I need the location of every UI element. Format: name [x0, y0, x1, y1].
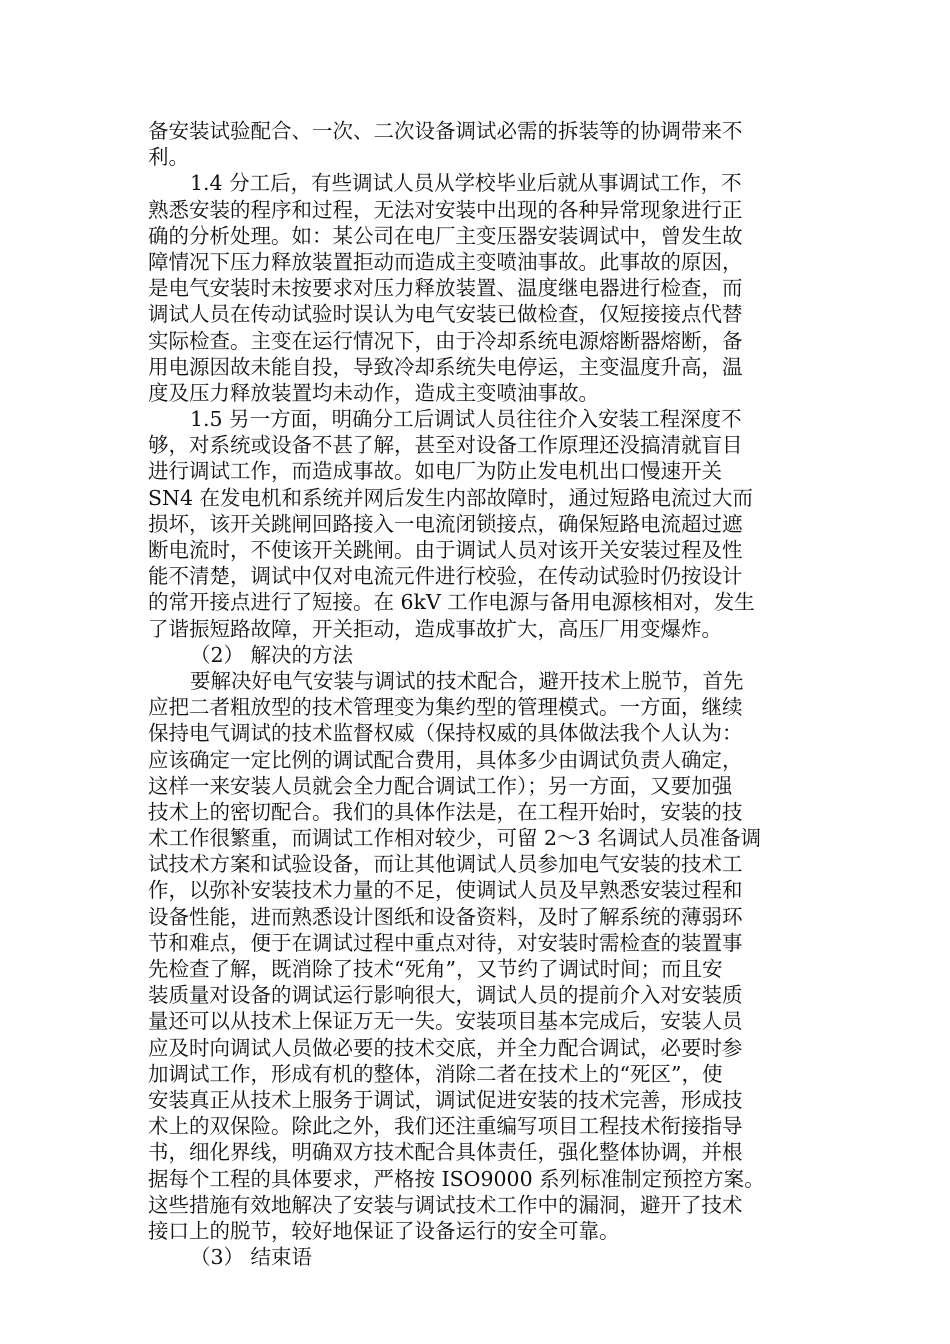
text-line: 先检查了解，既消除了技术“死角”，又节约了调试时间；而且安 [148, 957, 723, 981]
text-line: 安装真正从技术上服务于调试，调试促进安装的技术完善，形成技 [148, 1087, 743, 1112]
text-line: 是电气安装时未按要求对压力释放装置、温度继电器进行检查，而 [148, 276, 743, 301]
text-line: 试技术方案和试验设备，而让其他调试人员参加电气安装的技术工 [148, 852, 743, 877]
text-line: 损坏，该开关跳闸回路接入一电流闭锁接点，确保短路电流超过遮 [148, 511, 743, 536]
text-line: 技术上的密切配合。我们的具体作法是，在工程开始时，安装的技 [148, 799, 743, 824]
text-line: 据每个工程的具体要求，严格按 ISO9000 系列标准制定预控方案。 [148, 1166, 765, 1191]
text-line: 术上的双保险。除此之外，我们还注重编写项目工程技术衔接指导 [148, 1114, 743, 1139]
text-line: 保持电气调试的技术监督权威（保持权威的具体做法我个人认为： [148, 721, 743, 746]
text-line: 这些措施有效地解决了安装与调试技术工作中的漏洞，避开了技术 [148, 1192, 743, 1217]
text-line: 调试人员在传动试验时误认为电气安装已做检查，仅短接接点代替 [148, 302, 743, 327]
text-line: 装质量对设备的调试运行影响很大，调试人员的提前介入对安装质 [148, 983, 743, 1008]
text-line: 应把二者粗放型的技术管理变为集约型的管理模式。一方面，继续 [148, 695, 743, 720]
text-line: 度及压力释放装置均未动作，造成主变喷油事故。 [148, 380, 599, 405]
text-line: 设备性能，进而熟悉设计图纸和设备资料，及时了解系统的薄弱环 [148, 904, 743, 929]
text-line: 备安装试验配合、一次、二次设备调试必需的拆装等的协调带来不 [148, 119, 743, 143]
text-line: 实际检查。主变在运行情况下，由于冷却系统电源熔断器熔断，备 [148, 328, 743, 353]
text-line: 能不清楚，调试中仅对电流元件进行校验，在传动试验时仍按设计 [148, 564, 743, 589]
text-line: 熟悉安装的程序和过程，无法对安装中出现的各种异常现象进行正 [148, 197, 743, 222]
text-line: 接口上的脱节，较好地保证了设备运行的安全可靠。 [148, 1218, 620, 1243]
text-line: 量还可以从技术上保证万无一失。安装项目基本完成后，安装人员 [148, 1009, 743, 1034]
text-line: 1.4 分工后，有些调试人员从学校毕业后就从事调试工作，不 [190, 171, 742, 196]
text-line: 术工作很繁重，而调试工作相对较少，可留 2～3 名调试人员准备调 [148, 826, 762, 851]
text-line: 了谐振短路故障，开关拒动，造成事故扩大，高压厂用变爆炸。 [148, 616, 722, 641]
text-line: 利。 [148, 145, 189, 170]
text-line: 作，以弥补安装技术力量的不足，使调试人员及早熟悉安装过程和 [148, 878, 743, 903]
text-line: 够，对系统或设备不甚了解，甚至对设备工作原理还没搞清就盲目 [148, 433, 743, 458]
text-line: SN4 在发电机和系统并网后发生内部故障时，通过短路电流过大而 [148, 485, 754, 510]
text-line: （3） 结束语 [190, 1245, 313, 1270]
text-line: 1.5 另一方面，明确分工后调试人员往往介入安装工程深度不 [190, 407, 742, 432]
text-line: 障情况下压力释放装置拒动而造成主变喷油事故。此事故的原因， [148, 249, 743, 274]
text-line: 这样一来安装人员就会全力配合调试工作）；另一方面，又要加强 [148, 773, 733, 798]
text-line: 应该确定一定比例的调试配合费用，具体多少由调试负责人确定， [148, 747, 743, 772]
document-body [148, 118, 808, 1270]
text-line: 确的分析处理。如：某公司在电厂主变压器安装调试中，曾发生故 [148, 223, 743, 248]
text-line: 要解决好电气安装与调试的技术配合，避开技术上脱节，首先 [190, 668, 744, 693]
text-line: 节和难点，便于在调试过程中重点对待，对安装时需检查的装置事 [148, 930, 743, 955]
text-line: 加调试工作，形成有机的整体，消除二者在技术上的“死区”，使 [148, 1061, 723, 1086]
text-line: 用电源因故未能自投，导致冷却系统失电停运，主变温度升高，温 [148, 354, 743, 379]
text-line: 应及时向调试人员做必要的技术交底，并全力配合调试，必要时参 [148, 1035, 743, 1060]
text-line: 进行调试工作，而造成事故。如电厂为防止发电机出口慢速开关 [148, 459, 722, 484]
text-line: 断电流时，不使该开关跳闸。由于调试人员对该开关安装过程及性 [148, 538, 743, 562]
text-line: （2） 解决的方法 [190, 642, 354, 667]
text-line: 书，细化界线，明确双方技术配合具体责任，强化整体协调，并根 [148, 1140, 743, 1165]
text-line: 的常开接点进行了短接。在 6kV 工作电源与备用电源核相对，发生 [148, 590, 755, 615]
